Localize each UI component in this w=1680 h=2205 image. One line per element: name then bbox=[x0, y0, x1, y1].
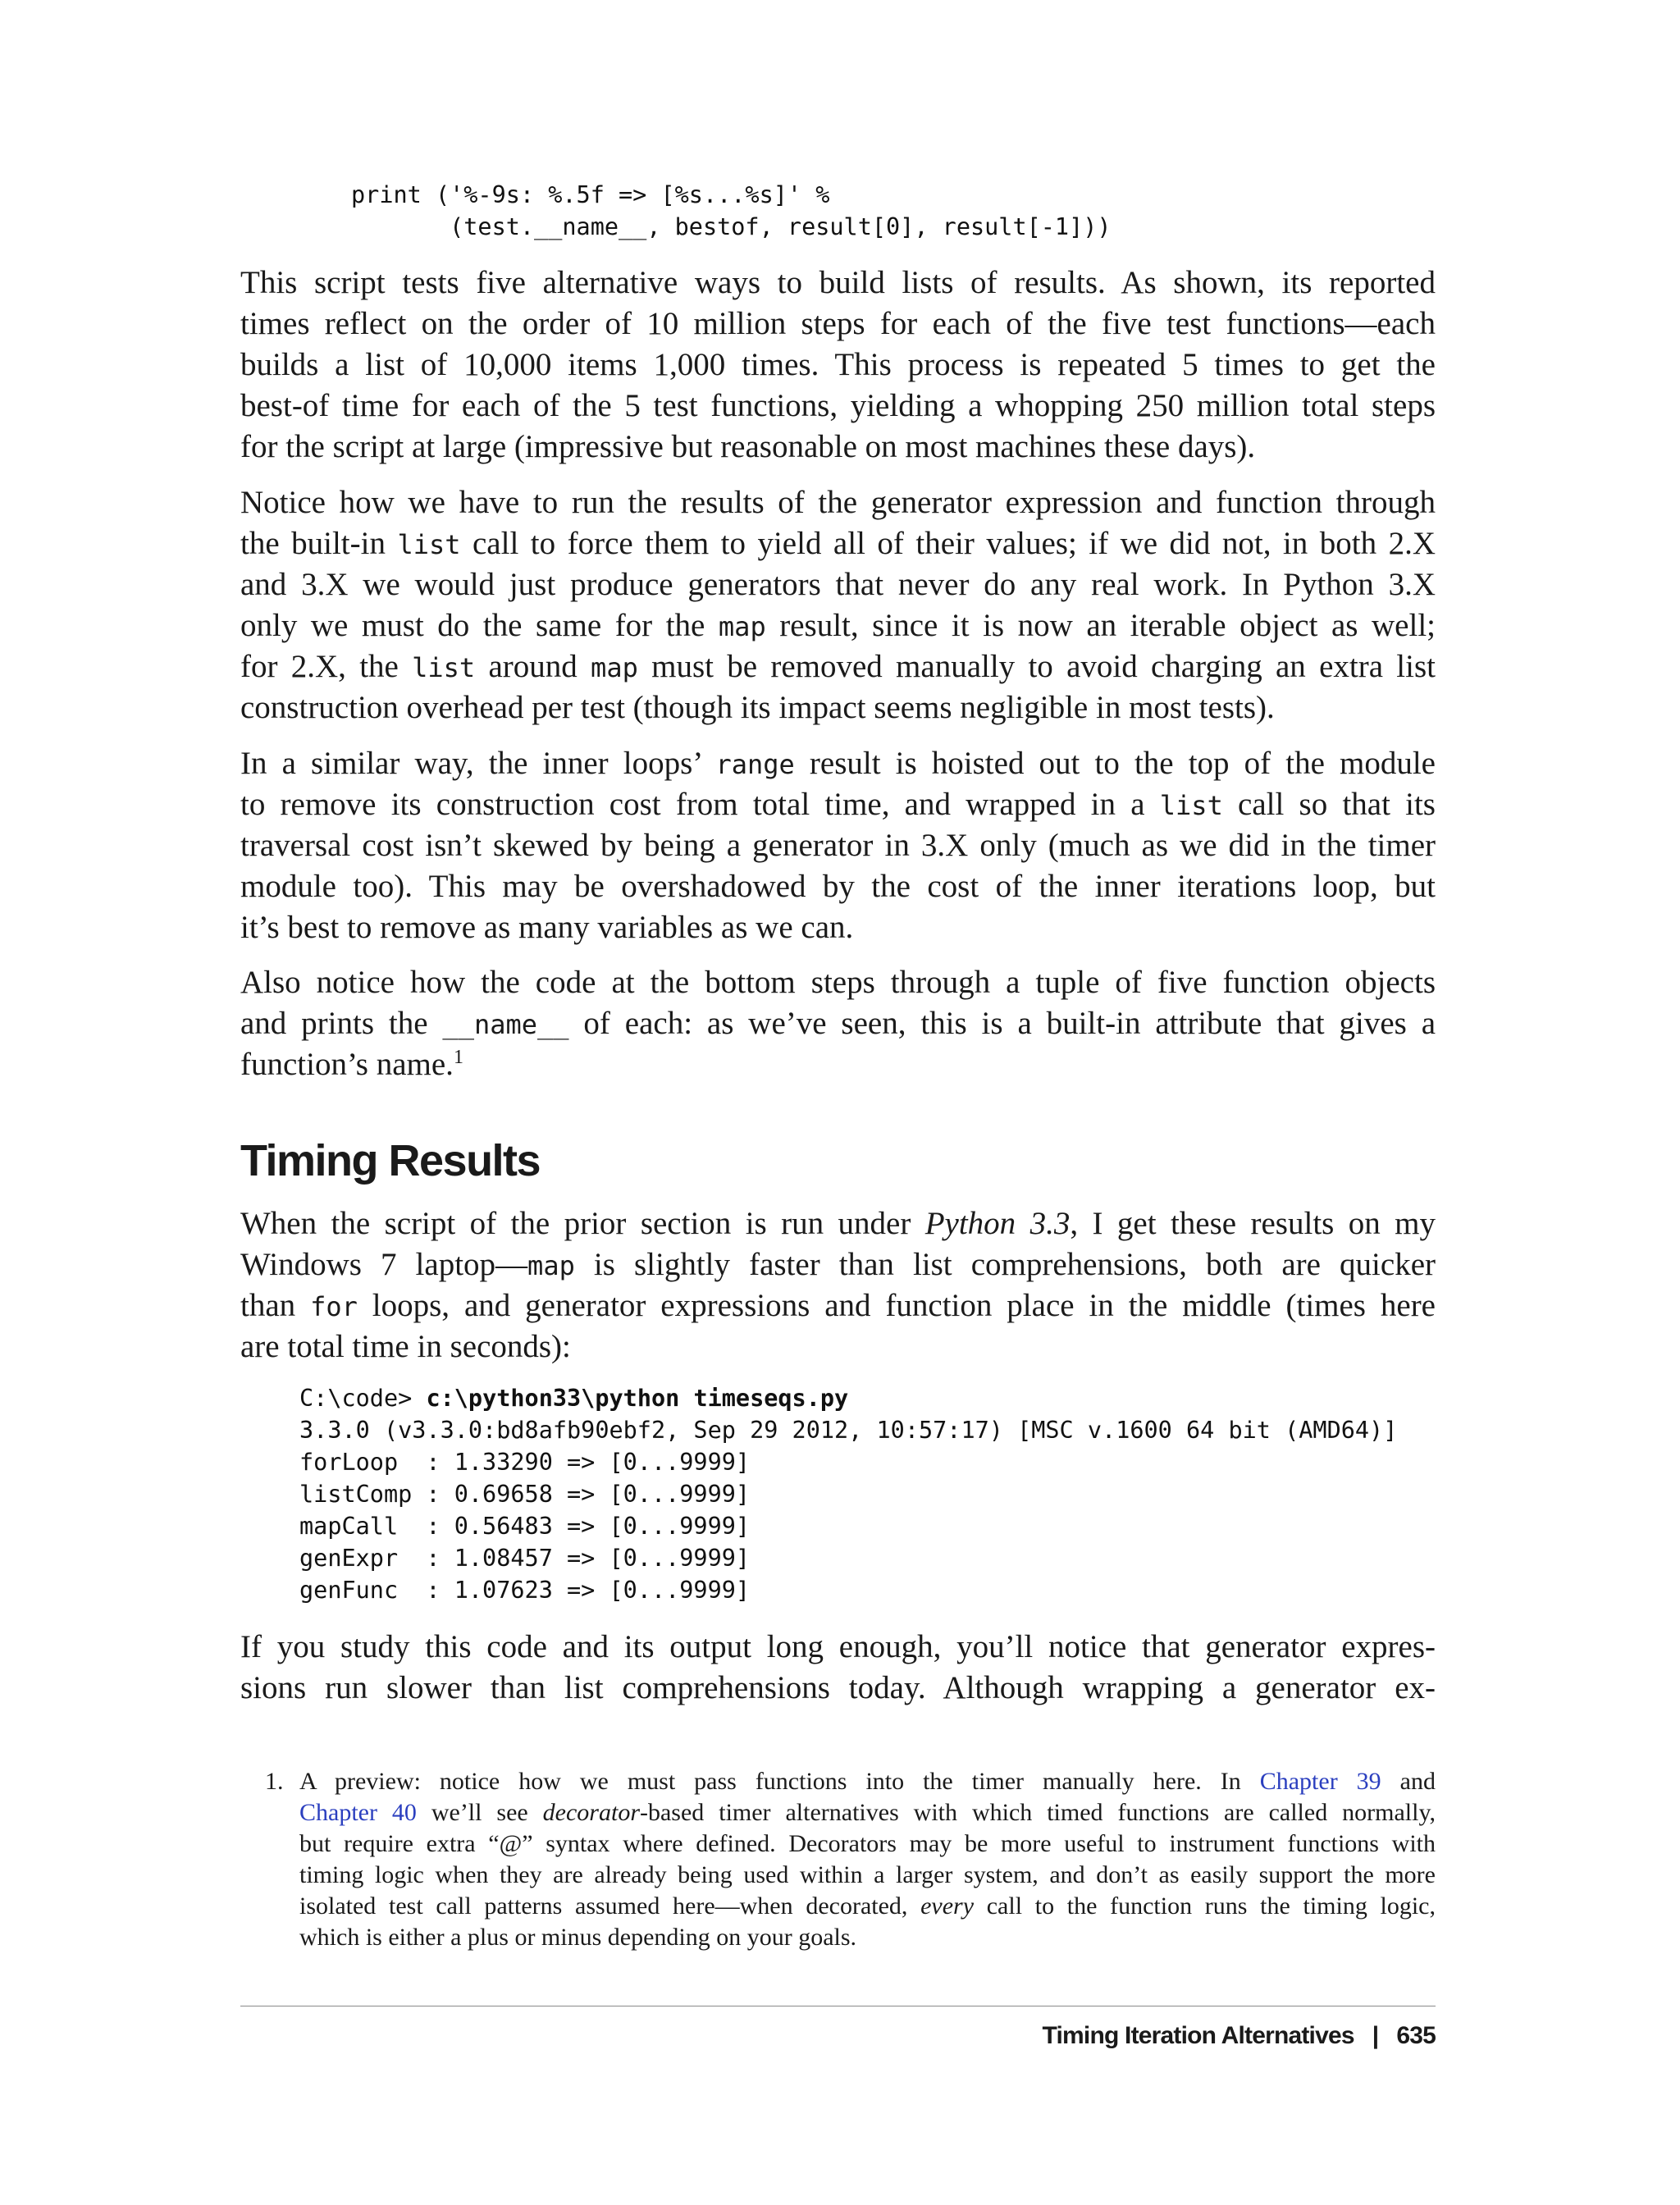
inline-code: map bbox=[718, 611, 766, 642]
text-line: builds a list of 10,000 items 1,000 times. This process is repeated 5 times to get the bbox=[240, 347, 1436, 382]
text-line: Windows 7 laptop—map is slightly faster than list comprehensions, both are quicker bbox=[240, 1247, 1436, 1282]
text-line: isolated test call patterns assumed here—when decorated, every call to the function runs the timing logic, bbox=[299, 1892, 1436, 1920]
text-line: In a similar way, the inner loops’ range result is hoisted out to the top of the module bbox=[240, 746, 1436, 781]
text-line: Also notice how the code at the bottom steps through a tuple of five function objects bbox=[240, 965, 1436, 1000]
emphasis: every bbox=[920, 1892, 975, 1920]
code-block-top bbox=[351, 179, 1112, 243]
code-line: 3.3.0 (v3.3.0:bd8afb90ebf2, Sep 29 2012, 10:57:17) [MSC v.1600 64 bit (AMD64)] bbox=[299, 1417, 1398, 1444]
running-footer bbox=[1043, 2020, 1436, 2052]
text-line: Notice how we have to run the results of the generator expression and function through bbox=[240, 485, 1436, 520]
code-line: genExpr : 1.08457 => [0...9999] bbox=[299, 1545, 751, 1572]
paragraph-6 bbox=[240, 1627, 1436, 1709]
text-line: If you study this code and its output long enough, you’ll notice that generator expres- bbox=[240, 1629, 1436, 1664]
footnote-body bbox=[299, 1766, 1436, 1953]
text-line: traversal cost isn’t skewed by being a generator in 3.X only (much as we did in the timer bbox=[240, 828, 1436, 863]
text-line: are total time in seconds): bbox=[240, 1329, 571, 1364]
text-line: it’s best to remove as many variables as we can. bbox=[240, 910, 854, 945]
code-line: mapCall : 0.56483 => [0...9999] bbox=[299, 1513, 751, 1540]
inline-code: for bbox=[310, 1291, 358, 1322]
text-line: only we must do the same for the map result, since it is now an iterable object as well; bbox=[240, 608, 1436, 643]
text-line: When the script of the prior section is run under Python 3.3, I get these results on my bbox=[240, 1206, 1436, 1241]
code-line: forLoop : 1.33290 => [0...9999] bbox=[299, 1449, 751, 1476]
paragraph-5 bbox=[240, 1203, 1436, 1367]
text-line: construction overhead per test (though its impact seems negligible in most tests). bbox=[240, 690, 1275, 725]
chapter-40-link[interactable]: Chapter 40 bbox=[299, 1799, 417, 1826]
inline-code: list bbox=[397, 529, 461, 560]
text-line: and prints the __name__ of each: as we’ve seen, this is a built-in attribute that gives a bbox=[240, 1006, 1436, 1041]
text-line: than for loops, and generator expressions and function place in the middle (times here bbox=[240, 1288, 1436, 1323]
inline-code: list bbox=[412, 652, 476, 683]
text-line: which is either a plus or minus depending on your goals. bbox=[299, 1924, 857, 1951]
page-number: 635 bbox=[1396, 2022, 1436, 2049]
text-line: for the script at large (impressive but reasonable on most machines these days). bbox=[240, 429, 1256, 464]
footer-title: Timing Iteration Alternatives bbox=[1042, 2022, 1354, 2049]
code-line: genFunc : 1.07623 => [0...9999] bbox=[299, 1577, 751, 1604]
code-line: print ('%-9s: %.5f => [%s...%s]' % bbox=[351, 181, 830, 208]
emphasis: decorator bbox=[542, 1799, 640, 1826]
text-line: the built-in list call to force them to yield all of their values; if we did not, in both 2.X bbox=[240, 526, 1436, 561]
inline-code: list bbox=[1159, 790, 1223, 821]
paragraph-4 bbox=[240, 962, 1436, 1085]
inline-code: range bbox=[715, 749, 795, 780]
code-block-output bbox=[299, 1382, 1397, 1606]
emphasis: Python 3.3 bbox=[924, 1206, 1071, 1241]
inline-code: __name__ bbox=[442, 1009, 569, 1040]
code-line: C:\code> c:\python33\python timeseqs.py bbox=[299, 1385, 849, 1412]
text-line: A preview: notice how we must pass functions into the timer manually here. In Chapter 39 and bbox=[299, 1768, 1436, 1795]
chapter-39-link[interactable]: Chapter 39 bbox=[1259, 1768, 1381, 1795]
footer-separator: | bbox=[1372, 2022, 1379, 2049]
text-line: timing logic when they are already being used within a larger system, and don’t as easily support the more bbox=[299, 1861, 1436, 1888]
footnote-number: 1. bbox=[265, 1768, 284, 1795]
code-line: listComp : 0.69658 => [0...9999] bbox=[299, 1481, 751, 1508]
text-line: function’s name.$^1$ bbox=[240, 1047, 463, 1082]
text-line: but require extra “@” syntax where defined. Decorators may be more useful to instrument functions with bbox=[299, 1830, 1436, 1857]
command-text: c:\python33\python timeseqs.py bbox=[426, 1385, 849, 1412]
code-line: (test.__name__, bestof, result[0], result[-1])) bbox=[351, 213, 1112, 240]
text-line: module too). This may be overshadowed by the cost of the inner iterations loop, but bbox=[240, 869, 1436, 904]
footnote-reference[interactable]: 1 bbox=[453, 1047, 463, 1068]
inline-code: map bbox=[527, 1250, 575, 1281]
paragraph-3 bbox=[240, 743, 1436, 948]
paragraph-2 bbox=[240, 482, 1436, 728]
text-line: sions run slower than list comprehensions today. Although wrapping a generator ex- bbox=[240, 1670, 1436, 1705]
text-line: Chapter 40 we’ll see decorator-based timer alternatives with which timed functions are called normally, bbox=[299, 1799, 1436, 1826]
text-line: for 2.X, the list around map must be removed manually to avoid charging an extra list bbox=[240, 649, 1436, 684]
paragraph-1 bbox=[240, 262, 1436, 468]
inline-code: map bbox=[591, 652, 638, 683]
text-line: best-of time for each of the 5 test functions, yielding a whopping 250 million total steps bbox=[240, 388, 1436, 423]
text-line: This script tests five alternative ways to build lists of results. As shown, its reported bbox=[240, 265, 1436, 300]
text-line: and 3.X we would just produce generators that never do any real work. In Python 3.X bbox=[240, 567, 1436, 602]
section-heading: Timing Results bbox=[240, 1136, 541, 1185]
text-line: to remove its construction cost from total time, and wrapped in a list call so that its bbox=[240, 787, 1436, 822]
text-line: times reflect on the order of 10 million steps for each of the five test functions—each bbox=[240, 306, 1436, 341]
